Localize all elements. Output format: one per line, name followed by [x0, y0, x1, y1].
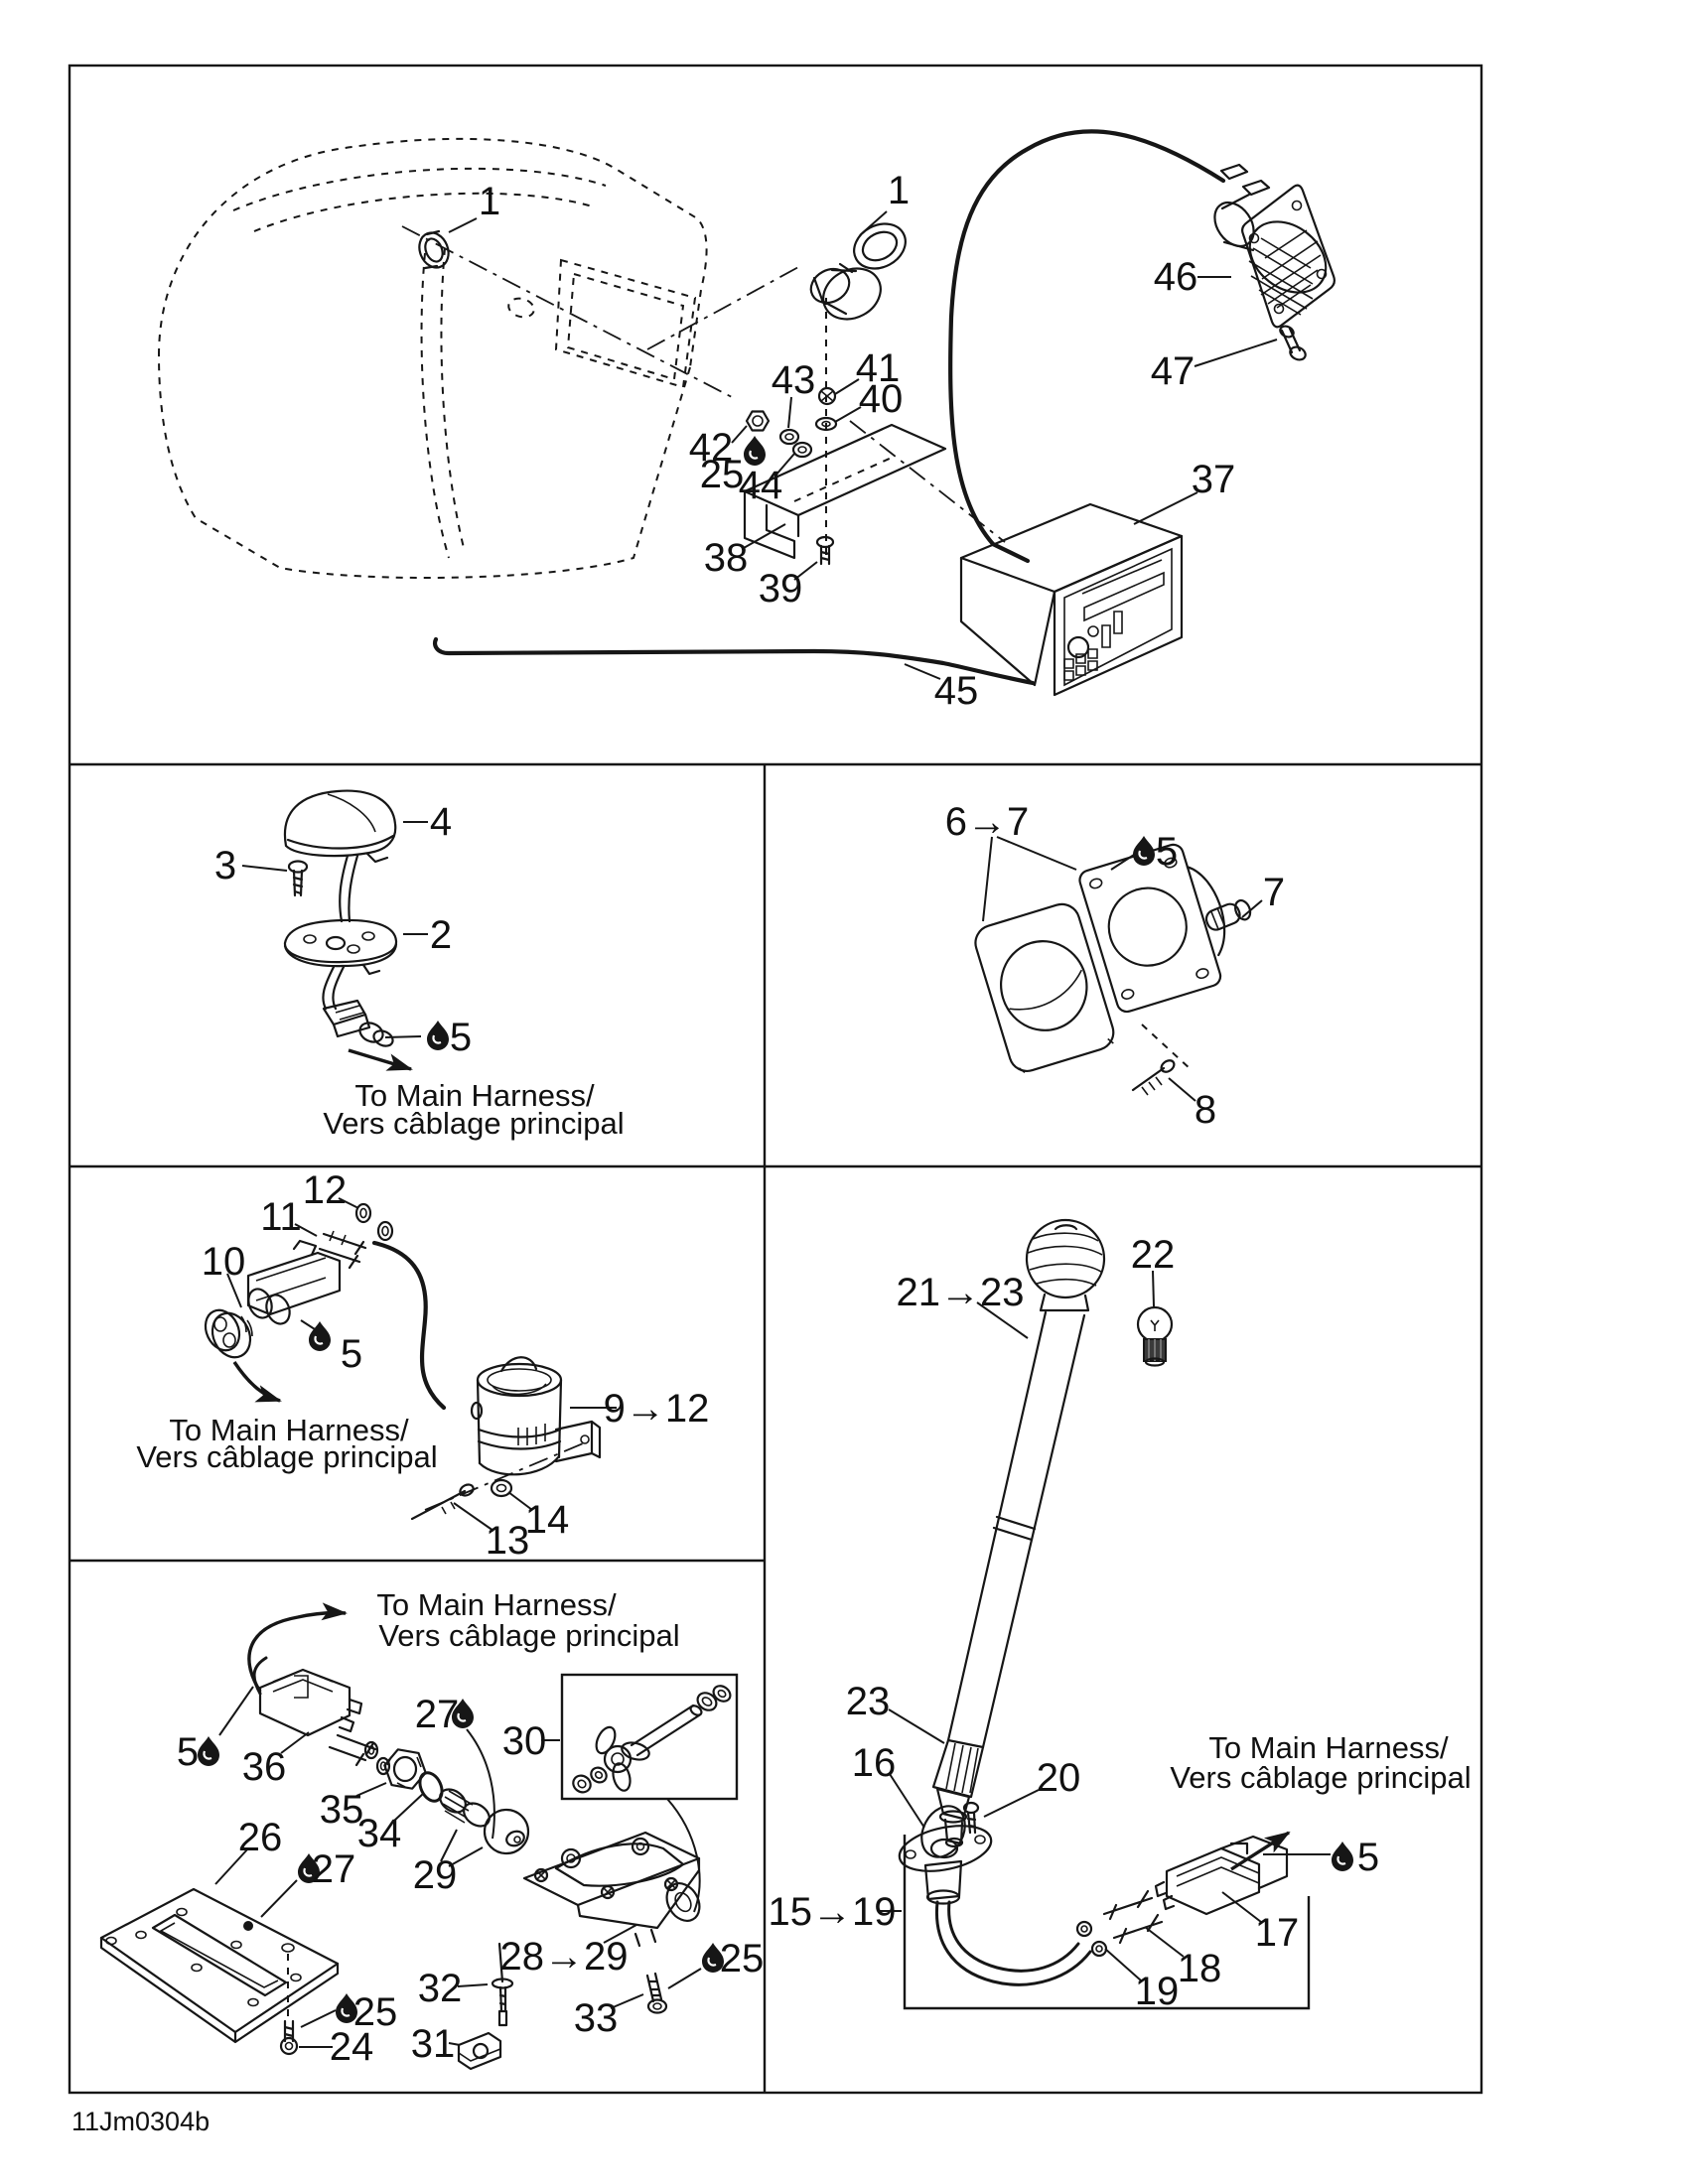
- harness-note-fr: Vers câblage principal: [378, 1618, 680, 1653]
- loctite-drop-icon: [309, 1321, 331, 1351]
- antenna-wire-2: [949, 1902, 1078, 1971]
- antenna-terminals-part: [1104, 1891, 1162, 1943]
- callout-1-console: 1: [478, 180, 501, 223]
- lever-screw-part: [647, 1974, 666, 2013]
- power-socket-part: [805, 215, 914, 329]
- harness-arrow-socket: [234, 1362, 280, 1401]
- lamp-base-part: [285, 920, 396, 974]
- loctite-dot: [243, 1921, 253, 1931]
- lamp-dome-part: [285, 791, 395, 862]
- loctite-drop-icon: [1133, 836, 1155, 866]
- loctite-drop-icon: [198, 1736, 219, 1766]
- socket-wire: [374, 1243, 444, 1408]
- harness-note-en: To Main Harness/: [354, 1078, 595, 1113]
- harness-note-en: To Main Harness/: [169, 1413, 409, 1447]
- switch-connector-part: [260, 1670, 361, 1735]
- knob-kit-inset: [562, 1675, 737, 1799]
- callout-21-23: 21→23: [896, 1271, 1025, 1314]
- callout-2: 2: [429, 913, 453, 957]
- callout-16: 16: [851, 1741, 897, 1785]
- callout-5-bezel: 5: [1155, 830, 1179, 874]
- harness-note-fr: Vers câblage principal: [136, 1439, 438, 1474]
- mount-plate-part: [101, 1889, 338, 2042]
- callout-33: 33: [573, 1996, 619, 2040]
- callout-36: 36: [241, 1745, 287, 1789]
- callout-7: 7: [1262, 871, 1286, 914]
- callout-1-socket: 1: [887, 169, 911, 212]
- callout-47: 47: [1150, 349, 1196, 393]
- callout-32: 32: [417, 1967, 463, 2010]
- valve-oring-part: [416, 1769, 447, 1805]
- callout-31: 31: [410, 2022, 456, 2066]
- alignment-axis-lines: [402, 226, 1005, 556]
- callout-10: 10: [201, 1240, 246, 1284]
- callout-34: 34: [356, 1812, 402, 1855]
- callout-38: 38: [703, 536, 749, 580]
- callout-22: 22: [1130, 1233, 1176, 1277]
- harness-arrow-lamp: [349, 1050, 411, 1069]
- callout-45: 45: [933, 669, 979, 713]
- speaker-part: [1206, 165, 1339, 362]
- socket-cup-part: [472, 1357, 600, 1474]
- callout-20: 20: [1036, 1756, 1081, 1800]
- callout-27-plate: 27: [311, 1847, 356, 1891]
- socket-washer-part: [492, 1480, 511, 1496]
- lamp-screw-part: [289, 862, 307, 896]
- callout-27-valve: 27: [414, 1693, 460, 1736]
- callout-4: 4: [429, 800, 453, 844]
- loctite-drop-icon: [1332, 1842, 1353, 1871]
- lamp-wire-upper: [340, 856, 357, 921]
- connector-housing-part: [244, 1241, 340, 1327]
- rubber-boot-part: [200, 1304, 257, 1363]
- callout-43: 43: [771, 358, 816, 402]
- callout-40: 40: [858, 377, 904, 421]
- lamp-wire-lower: [323, 967, 344, 1009]
- callout-12: 12: [302, 1168, 348, 1212]
- callout-5-lamp: 5: [449, 1016, 473, 1059]
- radio-buttons: [1064, 612, 1122, 680]
- callout-5-switch: 5: [176, 1730, 200, 1774]
- callout-42: 42: [688, 426, 734, 470]
- callout-11: 11: [260, 1195, 302, 1239]
- clip-nut-part: [459, 2033, 500, 2069]
- speaker-wire: [950, 131, 1223, 561]
- plate-screw-part: [281, 2021, 297, 2054]
- loctite-drop-icon: [427, 1021, 449, 1050]
- callout-37: 37: [1191, 458, 1236, 501]
- harness-note-fr: Vers câblage principal: [1170, 1760, 1472, 1795]
- callout-17: 17: [1254, 1911, 1300, 1955]
- mast-globe-part: [1027, 1220, 1104, 1310]
- figure-id: 11Jm0304b: [71, 2107, 211, 2136]
- callout-14: 14: [524, 1498, 570, 1542]
- harness-note-fr: Vers câblage principal: [323, 1106, 625, 1141]
- callout-18: 18: [1177, 1947, 1222, 1990]
- callout-24: 24: [329, 2025, 374, 2069]
- callout-25-lever: 25: [719, 1937, 765, 1980]
- storage-console-outline: [159, 139, 707, 578]
- callout-41: 41: [855, 346, 901, 390]
- harness-note-en: To Main Harness/: [1208, 1730, 1449, 1765]
- callout-46: 46: [1153, 255, 1198, 299]
- callout-44: 44: [738, 464, 783, 507]
- antenna-seals-part: [1077, 1922, 1106, 1956]
- callout-29: 29: [412, 1853, 458, 1897]
- screw8-axis: [1142, 1024, 1192, 1070]
- callout-19: 19: [1134, 1970, 1180, 2013]
- loctite-drop-icon: [744, 436, 766, 466]
- callout-25-plate: 25: [352, 1990, 398, 2034]
- callout-9-12: 9→12: [603, 1387, 710, 1431]
- callout-35: 35: [319, 1788, 364, 1832]
- callout-30: 30: [501, 1719, 547, 1763]
- mast-shaft-part: [948, 1312, 1084, 1747]
- callout-5-antenna: 5: [1356, 1836, 1380, 1879]
- housing-seals-part: [356, 1204, 392, 1240]
- front-bezel-part: [971, 899, 1118, 1075]
- callout-23: 23: [845, 1680, 891, 1723]
- housing-terminals-part: [320, 1231, 365, 1268]
- callout-13: 13: [485, 1519, 530, 1563]
- callout-6-7: 6→7: [944, 800, 1030, 844]
- callout-8: 8: [1194, 1088, 1217, 1132]
- harness-note-en: To Main Harness/: [376, 1587, 617, 1622]
- callout-39: 39: [758, 567, 803, 611]
- callout-28-29: 28→29: [499, 1935, 629, 1979]
- callout-15-19: 15→19: [768, 1890, 897, 1934]
- lever-assembly-part: [524, 1833, 706, 1946]
- callout-3: 3: [213, 844, 237, 887]
- callout-5-connector: 5: [340, 1332, 363, 1376]
- callout-25-top: 25: [699, 453, 745, 496]
- callout-26: 26: [237, 1816, 283, 1859]
- radio-part: [961, 504, 1182, 695]
- socket-screw-part: [412, 1482, 476, 1519]
- front-screw-part: [1133, 1058, 1177, 1095]
- mast-bulb-part: [1138, 1307, 1172, 1366]
